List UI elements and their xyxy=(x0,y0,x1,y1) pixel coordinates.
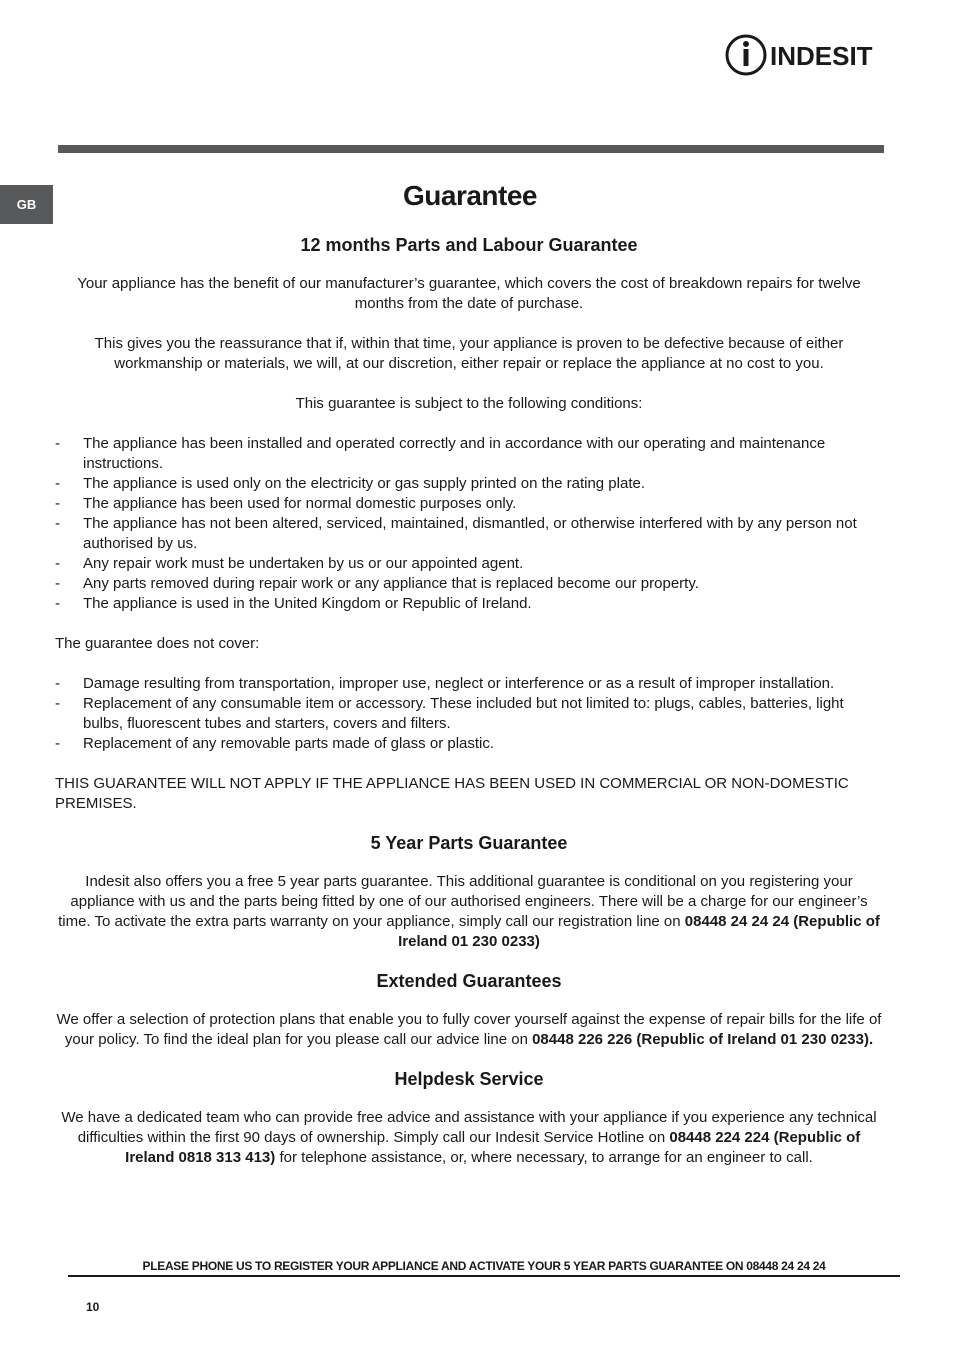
exclusions-list xyxy=(55,674,883,754)
section1-paragraph-3: This guarantee is subject to the following conditions: xyxy=(295,395,643,412)
hotline-phone: 08448 224 224 (Republic of Ireland 0818 313 413) xyxy=(125,1129,861,1166)
logo-wordmark: INDESIT xyxy=(770,41,873,71)
list-item: - Damage resulting from transportation, improper use, neglect or interference or as a result of improper installation. xyxy=(55,674,883,694)
section3-paragraph xyxy=(55,1010,883,1050)
section-heading-12-months: 12 months Parts and Labour Guarantee xyxy=(300,235,638,255)
section3-text: We offer a selection of protection plans that enable you to fully cover yourself against the expense of repair bills for the life of your policy. To find the ideal plan for you please call our advice line on xyxy=(56,1011,882,1048)
not-cover-intro: The guarantee does not cover: xyxy=(55,635,260,652)
list-item: - Any repair work must be undertaken by us or our appointed agent. xyxy=(55,554,883,574)
list-item: - The appliance is used only on the electricity or gas supply printed on the rating plate. xyxy=(55,474,883,494)
list-item: - The appliance has been installed and operated correctly and in accordance with our operating and maintenance instructions. xyxy=(55,434,883,474)
section1-paragraph-1: Your appliance has the benefit of our manufacturer’s guarantee, which covers the cost of breakdown repairs for twelve months from the date of purchase. xyxy=(77,275,861,312)
registration-phone: 08448 24 24 24 (Republic of Ireland 01 230 0233) xyxy=(398,913,880,950)
advice-phone: 08448 226 226 (Republic of Ireland 01 230 0233). xyxy=(532,1031,874,1048)
list-item: - Any parts removed during repair work or any appliance that is replaced become our property. xyxy=(55,574,883,594)
guarantee-content xyxy=(55,234,883,1168)
header-rule xyxy=(58,145,884,153)
registration-notice: PLEASE PHONE US TO REGISTER YOUR APPLIANCE AND ACTIVATE YOUR 5 YEAR PARTS GUARANTEE ON 08448 24 24 24 xyxy=(142,1259,826,1273)
indesit-i-logo-icon xyxy=(724,32,888,78)
footer-rule xyxy=(68,1275,900,1277)
page-title: Guarantee xyxy=(403,180,537,211)
section4-paragraph xyxy=(55,1108,883,1168)
section4-text-after: for telephone assistance, or, where necessary, to arrange for an engineer to call. xyxy=(275,1149,813,1166)
conditions-list xyxy=(55,434,883,614)
section2-text: Indesit also offers you a free 5 year parts guarantee. This additional guarantee is conditional on you registering your appliance with us and the parts being fitted by one of our authorised engineers. There will be a charge for our engineer’s time. To activate the extra parts warranty on your appliance, simply call our registration line on xyxy=(58,873,868,930)
list-item: - The appliance has been used for normal domestic purposes only. xyxy=(55,494,883,514)
list-item: - Replacement of any removable parts made of glass or plastic. xyxy=(55,734,883,754)
section-heading-extended: Extended Guarantees xyxy=(376,971,562,991)
section-heading-5-year: 5 Year Parts Guarantee xyxy=(370,833,568,853)
list-item: - The appliance is used in the United Kingdom or Republic of Ireland. xyxy=(55,594,883,614)
section4-text: We have a dedicated team who can provide free advice and assistance with your appliance if you experience any technical difficulties within the first 90 days of ownership. Simply call our Indesit Service Hotline on xyxy=(61,1109,877,1146)
section1-paragraph-2: This gives you the reassurance that if, within that time, your appliance is proven to be defective because of either workmanship or materials, we will, at our discretion, either repair or replace the appliance at no cost to you. xyxy=(94,335,844,372)
section2-paragraph xyxy=(55,872,883,952)
list-item: - Replacement of any consumable item or accessory. These included but not limited to: plugs, cables, batteries, light bulbs, fluorescent tubes and starters, covers and filters. xyxy=(55,694,883,734)
list-item: - The appliance has not been altered, serviced, maintained, dismantled, or otherwise interfered with by any person not authorised by us. xyxy=(55,514,883,554)
section-heading-helpdesk: Helpdesk Service xyxy=(394,1069,544,1089)
page-number: 10 xyxy=(86,1300,100,1314)
language-tab: GB xyxy=(0,185,53,224)
commercial-use-warning: THIS GUARANTEE WILL NOT APPLY IF THE APPLIANCE HAS BEEN USED IN COMMERCIAL OR NON-DOMESTIC PREMISES. xyxy=(55,775,849,812)
indesit-logo xyxy=(724,32,888,78)
